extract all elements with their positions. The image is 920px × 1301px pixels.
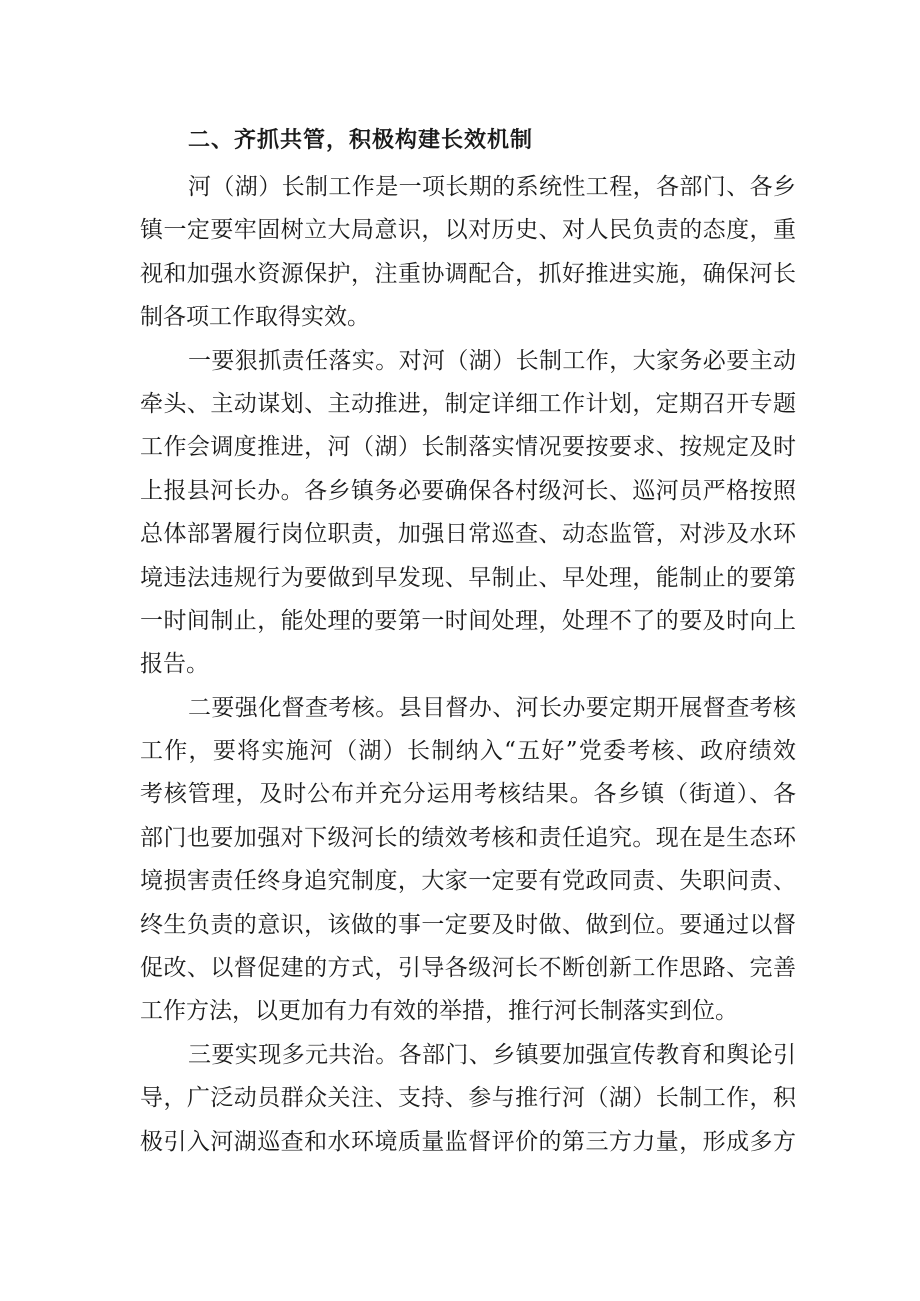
text-line: 二要强化督查考核。县目督办、河长办要定期开展督查考核 <box>188 694 796 721</box>
text-line: 工作会调度推进，河（湖）长制落实情况要按要求、按规定及时 <box>140 434 796 461</box>
text-line: 镇一定要牢固树立大局意识，以对历史、对人民负责的态度，重 <box>140 217 796 244</box>
paragraph-intro <box>140 166 796 340</box>
text-line: 河（湖）长制工作是一项长期的系统性工程，各部门、各乡 <box>188 174 796 200</box>
text-line: 导，广泛动员群众关注、支持、参与推行河（湖）长制工作，积 <box>140 1085 796 1112</box>
text-line: 一要狠抓责任落实。对河（湖）长制工作，大家务必要主动 <box>188 347 796 374</box>
text-line: 促改、以督促建的方式，引导各级河长不断创新工作思路、完善 <box>140 955 796 982</box>
text-line: 视和加强水资源保护，注重协调配合，抓好推进实施，确保河长 <box>140 260 796 287</box>
section-heading: 二、齐抓共管，积极构建长效机制 <box>188 128 534 153</box>
text-line: 工作，要将实施河（湖）长制纳入“五好”党委考核、政府绩效 <box>140 738 796 765</box>
text-line: 上报县河长办。各乡镇务必要确保各村级河长、巡河员严格按照 <box>140 477 796 504</box>
text-line: 总体部署履行岗位职责，加强日常巡查、动态监管，对涉及水环 <box>140 521 796 548</box>
text-line: 极引入河湖巡查和水环境质量监督评价的第三方力量，形成多方 <box>140 1128 796 1155</box>
text-line: 报告。 <box>140 651 209 678</box>
text-line: 一时间制止，能处理的要第一时间处理，处理不了的要及时向上 <box>140 607 796 634</box>
text-line: 终生负责的意识，该做的事一定要及时做、做到位。要通过以督 <box>140 911 796 938</box>
paragraph-supervision <box>140 687 796 1034</box>
text-line: 境损害责任终身追究制度，大家一定要有党政同责、失职问责、 <box>140 868 796 895</box>
text-line: 牵头、主动谋划、主动推进，制定详细工作计划，定期召开专题 <box>140 390 796 417</box>
text-line: 工作方法，以更加有力有效的举措，推行河长制落实到位。 <box>140 998 738 1025</box>
text-line: 境违法违规行为要做到早发现、早制止、早处理，能制止的要第 <box>140 564 796 591</box>
paragraph-governance <box>140 1034 796 1164</box>
document-page <box>140 116 796 1164</box>
text-line: 考核管理，及时公布并充分运用考核结果。各乡镇（街道）、各 <box>140 781 796 808</box>
paragraph-responsibility <box>140 340 796 687</box>
text-line: 三要实现多元共治。各部门、乡镇要加强宣传教育和舆论引 <box>188 1041 796 1068</box>
text-line: 制各项工作取得实效。 <box>140 304 370 331</box>
text-line: 部门也要加强对下级河长的绩效考核和责任追究。现在是生态环 <box>140 824 796 851</box>
